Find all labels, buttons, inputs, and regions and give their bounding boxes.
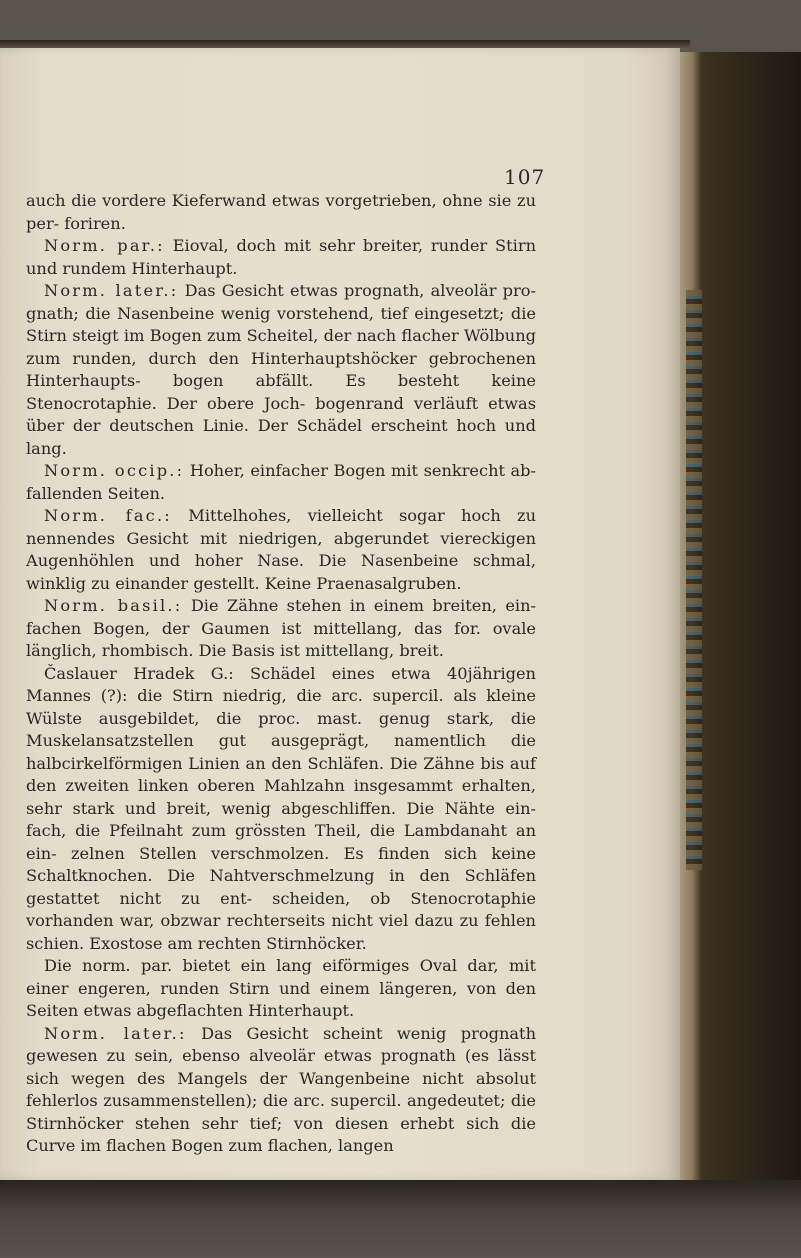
paragraph-6-text: Die Zähne stehen in einem breiten, ein- fachen Bogen, der Gaumen ist mittellang, das for. ovale länglich, rhombisch. Die Basis ist mittellang, breit. [26, 596, 536, 660]
paragraph-5-text: Mittelhohes, vielleicht sogar hoch zu nennendes Gesicht mit niedrigen, abgerundet viereckigen Augenhöhlen und hoher Nase. Die Nasenbeine schmal, winklig zu einander gestellt. Keine Praenasalgruben. [26, 506, 537, 593]
paragraph-9-text: Das Gesicht scheint wenig prognath gewesen zu sein, ebenso alveolär etwas prognath (es lässt sich wegen des Mangels der Wangenbeine nicht absolut fehlerlos zusammenstellen); die arc. supercil. angedeutet; die Stirnhöcker stehen sehr tief; von diesen erhebt sich die Curve im flachen Bogen zum flachen, langen [26, 1023, 536, 1155]
paragraph-4 [26, 460, 536, 505]
bottom-shadow [0, 1180, 801, 1258]
paragraph-3 [26, 280, 536, 460]
paragraph-3-text: Das Gesicht etwas prognath, alveolär pro- gnath; die Nasenbeine wenig vorstehend, tief eingesetzt; die Stirn steigt im Bogen zum Scheitel, der nach flacher Wölbung zum runden, durch den Hinterhauptshöcker gebrochenen Hinterhaupts- bogen abfällt. Es besteht keine Stenocrotaphie. Der obere Joch- bogenrand verläuft etwas über der deutschen Linie. Der Schädel erscheint hoch und lang. [26, 281, 536, 458]
paragraph-5 [26, 505, 536, 595]
paragraph-8-text: Die norm. par. bietet ein lang eiförmiges Oval dar, mit einer engeren, runden Stirn und einem längeren, von den Seiten etwas abgeflachten Hinterhaupt. [26, 956, 536, 1020]
paragraph-2 [26, 235, 536, 280]
paragraph-1 [26, 190, 536, 235]
body-text [26, 190, 536, 1158]
paragraph-2-lead: Norm. par.: [44, 236, 165, 255]
paragraph-7-text: Časlauer Hradek G.: Schädel eines etwa 40jährigen Mannes (?): die Stirn niedrig, die arc. supercil. als kleine Wülste ausgebildet, die proc. mast. genug stark, die Muskelansatzstellen gut ausgeprägt, namentlich die halbcirkelförmigen Linien an den Schläfen. Die Zähne bis auf den zweiten linken oberen Mahlzahn insgesammt erhalten, sehr stark und breit, wenig abgeschliffen. Die Nähte ein- fach, die Pfeilnaht zum grössten Theil, die Lambdanaht an ein- zelnen Stellen verschmolzen. Es finden sich keine Schaltknochen. Die Nahtverschmelzung in den Schläfen gestattet nicht zu ent- scheiden, ob Stenocrotaphie vorhanden war, obzwar rechterseits nicht viel dazu zu fehlen schien. Exostose am rechten Stirnhöcker. [26, 663, 536, 953]
paragraph-6 [26, 595, 536, 663]
paragraph-8 [26, 955, 536, 1023]
paragraph-2-text: Eioval, doch mit sehr breiter, runder Stirn und rundem Hinterhaupt. [26, 236, 536, 278]
paragraph-9-lead: Norm. later.: [44, 1023, 187, 1043]
paragraph-3-lead: Norm. later.: [44, 281, 179, 300]
spine-decoration [686, 290, 702, 870]
paragraph-7 [26, 663, 536, 956]
paragraph-4-lead: Norm. occip.: [44, 461, 185, 480]
paragraph-1-text: auch die vordere Kieferwand etwas vorgetrieben, ohne sie zu per- foriren. [26, 191, 536, 233]
paragraph-9 [26, 1023, 536, 1158]
paragraph-5-lead: Norm. fac.: [44, 506, 172, 525]
paragraph-4-text: Hoher, einfacher Bogen mit senkrecht ab- fallenden Seiten. [26, 461, 537, 503]
paragraph-6-lead: Norm. basil.: [44, 596, 183, 615]
page-number: 107 [504, 165, 546, 189]
